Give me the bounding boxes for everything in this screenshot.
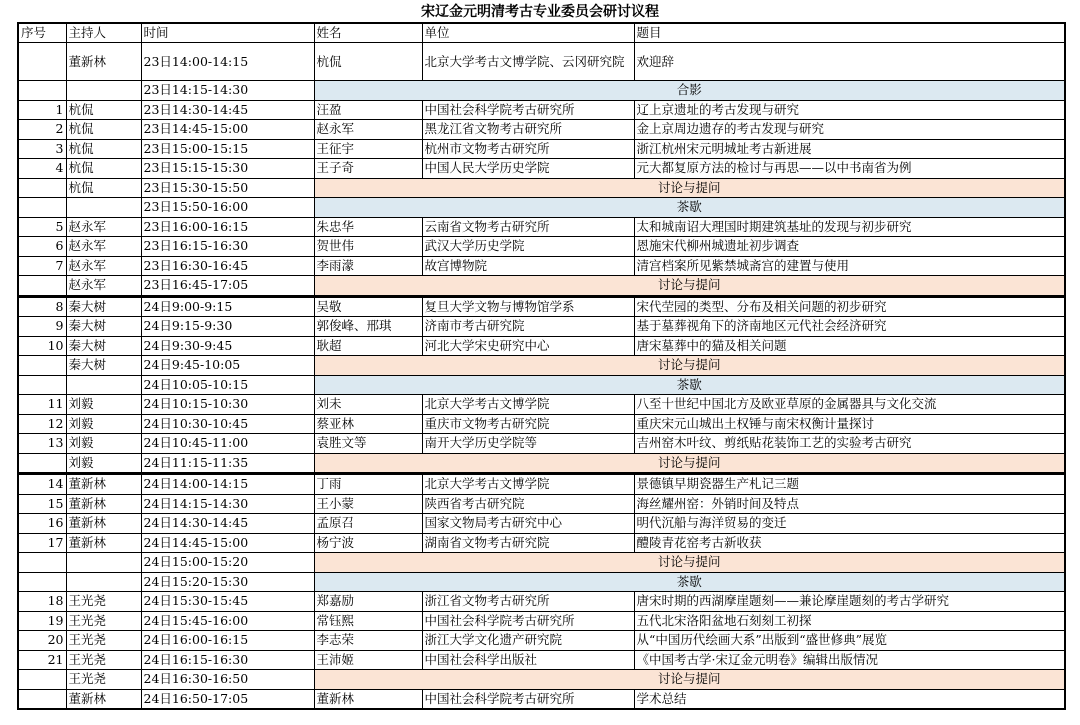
host-cell: 董新林 <box>66 494 141 514</box>
tea-break-cell: 茶歇 <box>314 198 1065 218</box>
host-cell: 王光尧 <box>66 592 141 612</box>
speaker-cell: 孟原召 <box>314 514 422 534</box>
unit-cell: 中国社会科学院考古研究所 <box>422 100 634 120</box>
unit-cell: 杭州市文物考古研究所 <box>422 139 634 159</box>
host-cell: 王光尧 <box>66 670 141 690</box>
topic-cell: 五代北宋洛阳盆地石刻刻工初探 <box>634 611 1065 631</box>
time-cell: 24日16:15-16:30 <box>141 650 314 670</box>
unit-cell: 河北大学宋史研究中心 <box>422 336 634 356</box>
host-cell: 杭侃 <box>66 159 141 179</box>
header-cell: 题目 <box>634 23 1065 43</box>
header-cell: 主持人 <box>66 23 141 43</box>
topic-cell: 学术总结 <box>634 689 1065 709</box>
row-number-cell: 1 <box>18 100 66 120</box>
topic-cell: 元大都复原方法的检讨与再思——以中书南省为例 <box>634 159 1065 179</box>
agenda-row <box>18 650 1065 670</box>
agenda-table <box>17 22 1066 710</box>
time-cell: 24日9:15-9:30 <box>141 317 314 337</box>
time-cell: 24日10:45-11:00 <box>141 434 314 454</box>
topic-cell: 恩施宋代柳州城遗址初步调查 <box>634 237 1065 257</box>
row-number-cell <box>18 43 66 81</box>
host-cell <box>66 375 141 395</box>
time-cell: 23日16:30-16:45 <box>141 256 314 276</box>
agenda-row <box>18 434 1065 454</box>
time-cell: 24日15:30-15:45 <box>141 592 314 612</box>
row-number-cell: 11 <box>18 395 66 415</box>
topic-cell: 唐宋墓葬中的猫及相关问题 <box>634 336 1065 356</box>
agenda-row <box>18 237 1065 257</box>
row-number-cell: 8 <box>18 296 66 317</box>
host-cell <box>66 81 141 101</box>
time-cell: 23日16:00-16:15 <box>141 217 314 237</box>
time-cell: 24日15:00-15:20 <box>141 553 314 573</box>
time-cell: 24日15:45-16:00 <box>141 611 314 631</box>
unit-cell: 重庆市文物考古研究院 <box>422 414 634 434</box>
speaker-cell: 常钰熙 <box>314 611 422 631</box>
unit-cell: 中国社会科学院考古研究所 <box>422 689 634 709</box>
host-cell: 杭侃 <box>66 120 141 140</box>
discussion-cell: 讨论与提问 <box>314 276 1065 297</box>
host-cell: 赵永军 <box>66 237 141 257</box>
row-number-cell: 7 <box>18 256 66 276</box>
agenda-row <box>18 631 1065 651</box>
host-cell <box>66 572 141 592</box>
unit-cell: 武汉大学历史学院 <box>422 237 634 257</box>
topic-cell: 吉州窑木叶纹、剪纸贴花装饰工艺的实验考古研究 <box>634 434 1065 454</box>
discussion-cell: 讨论与提问 <box>314 453 1065 474</box>
row-number-cell: 17 <box>18 533 66 553</box>
topic-cell: 醴陵青花窑考古新收获 <box>634 533 1065 553</box>
agenda-row <box>18 474 1065 495</box>
unit-cell: 中国社会科学出版社 <box>422 650 634 670</box>
speaker-cell: 郭俊峰、邢琪 <box>314 317 422 337</box>
unit-cell: 浙江大学文化遗产研究院 <box>422 631 634 651</box>
unit-cell: 南开大学历史学院等 <box>422 434 634 454</box>
row-number-cell: 6 <box>18 237 66 257</box>
agenda-row <box>18 414 1065 434</box>
time-cell: 23日14:15-14:30 <box>141 81 314 101</box>
agenda-row <box>18 572 1065 592</box>
unit-cell: 复旦大学文物与博物馆学系 <box>422 296 634 317</box>
host-cell: 刘毅 <box>66 395 141 415</box>
speaker-cell: 吴敬 <box>314 296 422 317</box>
agenda-row <box>18 553 1065 573</box>
time-cell: 24日10:15-10:30 <box>141 395 314 415</box>
agenda-row <box>18 81 1065 101</box>
unit-cell: 北京大学考古文博学院 <box>422 474 634 495</box>
agenda-row <box>18 198 1065 218</box>
header-cell: 单位 <box>422 23 634 43</box>
agenda-row <box>18 453 1065 474</box>
header-cell: 序号 <box>18 23 66 43</box>
time-cell: 23日15:00-15:15 <box>141 139 314 159</box>
row-number-cell: 9 <box>18 317 66 337</box>
topic-cell: 宋代茔园的类型、分布及相关问题的初步研究 <box>634 296 1065 317</box>
unit-cell: 中国人民大学历史学院 <box>422 159 634 179</box>
agenda-row <box>18 395 1065 415</box>
tea-break-cell: 茶歇 <box>314 375 1065 395</box>
row-number-cell <box>18 276 66 297</box>
topic-cell: 浙江杭州宋元明城址考古新进展 <box>634 139 1065 159</box>
unit-cell: 国家文物局考古研究中心 <box>422 514 634 534</box>
row-number-cell <box>18 689 66 709</box>
agenda-row <box>18 317 1065 337</box>
agenda-row <box>18 592 1065 612</box>
speaker-cell: 朱忠华 <box>314 217 422 237</box>
agenda-body <box>18 23 1065 709</box>
unit-cell: 陕西省考古研究院 <box>422 494 634 514</box>
time-cell: 24日15:20-15:30 <box>141 572 314 592</box>
topic-cell: 欢迎辞 <box>634 43 1065 81</box>
host-cell: 秦大树 <box>66 296 141 317</box>
row-number-cell <box>18 81 66 101</box>
row-number-cell <box>18 670 66 690</box>
unit-cell: 湖南省文物考古研究院 <box>422 533 634 553</box>
time-cell: 23日15:30-15:50 <box>141 178 314 198</box>
unit-cell: 浙江省文物考古研究所 <box>422 592 634 612</box>
topic-cell: 景德镇早期瓷器生产札记三题 <box>634 474 1065 495</box>
speaker-cell: 蔡亚林 <box>314 414 422 434</box>
host-cell: 赵永军 <box>66 256 141 276</box>
agenda-row <box>18 670 1065 690</box>
time-cell: 24日9:45-10:05 <box>141 356 314 376</box>
host-cell <box>66 198 141 218</box>
speaker-cell: 李志荣 <box>314 631 422 651</box>
agenda-row <box>18 139 1065 159</box>
speaker-cell: 汪盈 <box>314 100 422 120</box>
host-cell: 王光尧 <box>66 611 141 631</box>
topic-cell: 唐宋时期的西湖摩崖题刻——兼论摩崖题刻的考古学研究 <box>634 592 1065 612</box>
unit-cell: 云南省文物考古研究所 <box>422 217 634 237</box>
unit-cell: 黑龙江省文物考古研究所 <box>422 120 634 140</box>
row-number-cell <box>18 572 66 592</box>
speaker-cell: 王沛姬 <box>314 650 422 670</box>
agenda-row <box>18 100 1065 120</box>
speaker-cell: 耿超 <box>314 336 422 356</box>
topic-cell: 重庆宋元山城出土权锤与南宋权衡计量探讨 <box>634 414 1065 434</box>
time-cell: 24日14:45-15:00 <box>141 533 314 553</box>
host-cell: 秦大树 <box>66 336 141 356</box>
time-cell: 24日14:00-14:15 <box>141 474 314 495</box>
agenda-row <box>18 375 1065 395</box>
time-cell: 24日14:30-14:45 <box>141 514 314 534</box>
host-cell: 王光尧 <box>66 650 141 670</box>
unit-cell: 中国社会科学院考古研究所 <box>422 611 634 631</box>
agenda-row <box>18 336 1065 356</box>
speaker-cell: 杨宁波 <box>314 533 422 553</box>
row-number-cell <box>18 356 66 376</box>
speaker-cell: 刘未 <box>314 395 422 415</box>
speaker-cell: 袁胜文等 <box>314 434 422 454</box>
topic-cell: 基于墓葬视角下的济南地区元代社会经济研究 <box>634 317 1065 337</box>
host-cell: 秦大树 <box>66 317 141 337</box>
time-cell: 23日16:45-17:05 <box>141 276 314 297</box>
speaker-cell: 李雨濛 <box>314 256 422 276</box>
row-number-cell: 16 <box>18 514 66 534</box>
discussion-cell: 讨论与提问 <box>314 670 1065 690</box>
speaker-cell: 赵永军 <box>314 120 422 140</box>
row-number-cell <box>18 198 66 218</box>
host-cell: 杭侃 <box>66 178 141 198</box>
unit-cell: 北京大学考古文博学院 <box>422 395 634 415</box>
host-cell: 赵永军 <box>66 276 141 297</box>
time-cell: 23日15:15-15:30 <box>141 159 314 179</box>
time-cell: 23日14:00-14:15 <box>141 43 314 81</box>
agenda-row <box>18 120 1065 140</box>
topic-cell: 辽上京遗址的考古发现与研究 <box>634 100 1065 120</box>
host-cell: 刘毅 <box>66 434 141 454</box>
time-cell: 24日11:15-11:35 <box>141 453 314 474</box>
speaker-cell: 王小蒙 <box>314 494 422 514</box>
host-cell <box>66 553 141 573</box>
topic-cell: 八至十世纪中国北方及欧亚草原的金属器具与文化交流 <box>634 395 1065 415</box>
row-number-cell: 14 <box>18 474 66 495</box>
topic-cell: 从“中国历代绘画大系”出版到“盛世修典”展览 <box>634 631 1065 651</box>
header-cell: 时间 <box>141 23 314 43</box>
row-number-cell: 4 <box>18 159 66 179</box>
time-cell: 24日16:00-16:15 <box>141 631 314 651</box>
group-photo-cell: 合影 <box>314 81 1065 101</box>
document-title: 宋辽金元明清考古专业委员会研讨议程 <box>421 4 659 20</box>
row-number-cell: 19 <box>18 611 66 631</box>
header-cell: 姓名 <box>314 23 422 43</box>
time-cell: 23日14:30-14:45 <box>141 100 314 120</box>
agenda-row <box>18 296 1065 317</box>
row-number-cell: 20 <box>18 631 66 651</box>
speaker-cell: 丁雨 <box>314 474 422 495</box>
time-cell: 24日9:30-9:45 <box>141 336 314 356</box>
row-number-cell: 3 <box>18 139 66 159</box>
host-cell: 刘毅 <box>66 453 141 474</box>
row-number-cell: 5 <box>18 217 66 237</box>
agenda-row <box>18 611 1065 631</box>
agenda-row <box>18 356 1065 376</box>
time-cell: 24日16:50-17:05 <box>141 689 314 709</box>
topic-cell: 金上京周边遗存的考古发现与研究 <box>634 120 1065 140</box>
topic-cell: 海丝耀州窑：外销时间及特点 <box>634 494 1065 514</box>
agenda-row <box>18 178 1065 198</box>
unit-cell: 济南市考古研究院 <box>422 317 634 337</box>
row-number-cell <box>18 375 66 395</box>
host-cell: 刘毅 <box>66 414 141 434</box>
host-cell: 董新林 <box>66 533 141 553</box>
time-cell: 24日14:15-14:30 <box>141 494 314 514</box>
agenda-row <box>18 514 1065 534</box>
row-number-cell <box>18 453 66 474</box>
agenda-row <box>18 494 1065 514</box>
host-cell: 董新林 <box>66 689 141 709</box>
topic-cell: 明代沉船与海洋贸易的变迁 <box>634 514 1065 534</box>
tea-break-cell: 茶歇 <box>314 572 1065 592</box>
host-cell: 董新林 <box>66 43 141 81</box>
host-cell: 董新林 <box>66 514 141 534</box>
host-cell: 杭侃 <box>66 100 141 120</box>
time-cell: 24日16:30-16:50 <box>141 670 314 690</box>
agenda-row <box>18 217 1065 237</box>
speaker-cell: 贺世伟 <box>314 237 422 257</box>
host-cell: 赵永军 <box>66 217 141 237</box>
host-cell: 王光尧 <box>66 631 141 651</box>
row-number-cell: 18 <box>18 592 66 612</box>
row-number-cell <box>18 178 66 198</box>
agenda-row <box>18 256 1065 276</box>
discussion-cell: 讨论与提问 <box>314 178 1065 198</box>
agenda-row <box>18 159 1065 179</box>
speaker-cell: 董新林 <box>314 689 422 709</box>
time-cell: 23日14:45-15:00 <box>141 120 314 140</box>
topic-cell: 《中国考古学·宋辽金元明卷》编辑出版情况 <box>634 650 1065 670</box>
host-cell: 杭侃 <box>66 139 141 159</box>
unit-cell: 北京大学考古文博学院、云冈研究院 <box>422 43 634 81</box>
discussion-cell: 讨论与提问 <box>314 356 1065 376</box>
row-number-cell: 10 <box>18 336 66 356</box>
time-cell: 23日16:15-16:30 <box>141 237 314 257</box>
unit-cell: 故宫博物院 <box>422 256 634 276</box>
header-row <box>18 23 1065 43</box>
row-number-cell: 13 <box>18 434 66 454</box>
time-cell: 23日15:50-16:00 <box>141 198 314 218</box>
agenda-row <box>18 533 1065 553</box>
speaker-cell: 郑嘉励 <box>314 592 422 612</box>
time-cell: 24日9:00-9:15 <box>141 296 314 317</box>
host-cell: 秦大树 <box>66 356 141 376</box>
row-number-cell: 15 <box>18 494 66 514</box>
time-cell: 24日10:30-10:45 <box>141 414 314 434</box>
time-cell: 24日10:05-10:15 <box>141 375 314 395</box>
host-cell: 董新林 <box>66 474 141 495</box>
row-number-cell <box>18 553 66 573</box>
row-number-cell: 12 <box>18 414 66 434</box>
agenda-row <box>18 276 1065 297</box>
row-number-cell: 2 <box>18 120 66 140</box>
topic-cell: 太和城南诏大理国时期建筑基址的发现与初步研究 <box>634 217 1065 237</box>
row-number-cell: 21 <box>18 650 66 670</box>
topic-cell: 清宫档案所见紫禁城斋宫的建置与使用 <box>634 256 1065 276</box>
speaker-cell: 杭侃 <box>314 43 422 81</box>
speaker-cell: 王征宇 <box>314 139 422 159</box>
discussion-cell: 讨论与提问 <box>314 553 1065 573</box>
agenda-row <box>18 689 1065 709</box>
agenda-row <box>18 43 1065 81</box>
speaker-cell: 王子奇 <box>314 159 422 179</box>
